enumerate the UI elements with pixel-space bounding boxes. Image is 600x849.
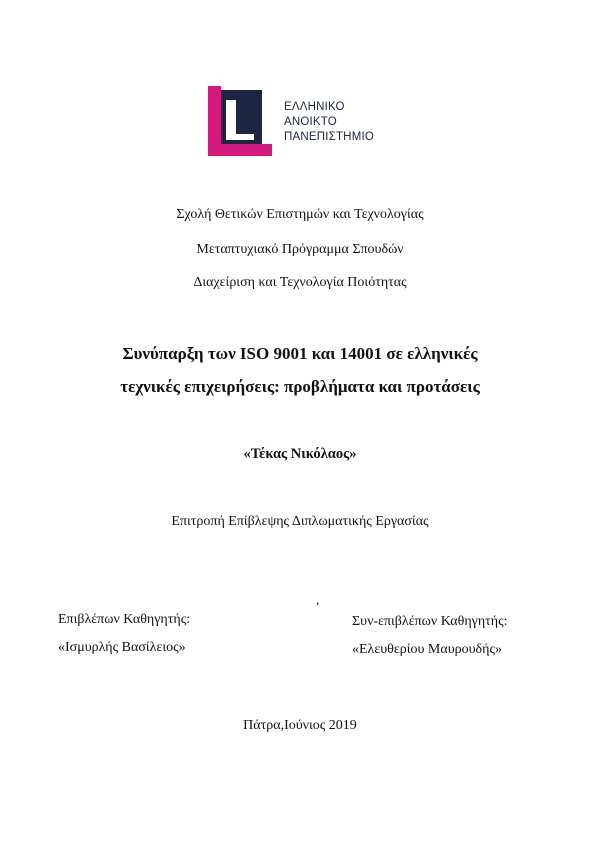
university-logo <box>208 86 398 156</box>
specialization-name: Διαχείριση και Τεχνολογία Ποιότητας <box>193 275 407 290</box>
thesis-title-line-2: τεχνικές επιχειρήσεις: προβλήματα και προτάσεις <box>120 377 480 396</box>
cosupervisor-name: «Ελευθερίου Μαυρουδής» <box>352 642 503 657</box>
logo-wordmark <box>284 100 374 145</box>
logo-line-3: ΠΑΝΕΠΙΣΤΗΜΙΟ <box>284 131 375 143</box>
author-name: «Τέκας Νικόλαος» <box>243 446 357 462</box>
supervisor-label: Επιβλέπων Καθηγητής: <box>58 612 191 627</box>
school-name: Σχολή Θετικών Επιστημών και Τεχνολογίας <box>176 207 424 222</box>
supervisor-name: «Ισμυρλής Βασίλειος» <box>58 640 186 655</box>
logo-line-1: ΕΛΛΗΝΙΚΟ <box>284 101 345 113</box>
program-name: Μεταπτυχιακό Πρόγραμμα Σπουδών <box>196 242 404 257</box>
cosupervisor-label: Συν-επιβλέπων Καθηγητής: <box>352 614 508 629</box>
place-date: Πάτρα,Ιούνιος 2019 <box>243 718 357 733</box>
thesis-title-line-1: Συνύπαρξη των ISO 9001 και 14001 σε ελληνικές <box>122 344 478 363</box>
committee-heading: Επιτροπή Επίβλεψης Διπλωματικής Εργασίας <box>171 514 429 529</box>
logo-line-2: ΑΝΟΙΚΤΟ <box>284 116 337 128</box>
university-logo-icon <box>208 86 272 156</box>
separator-comma: , <box>316 592 320 607</box>
